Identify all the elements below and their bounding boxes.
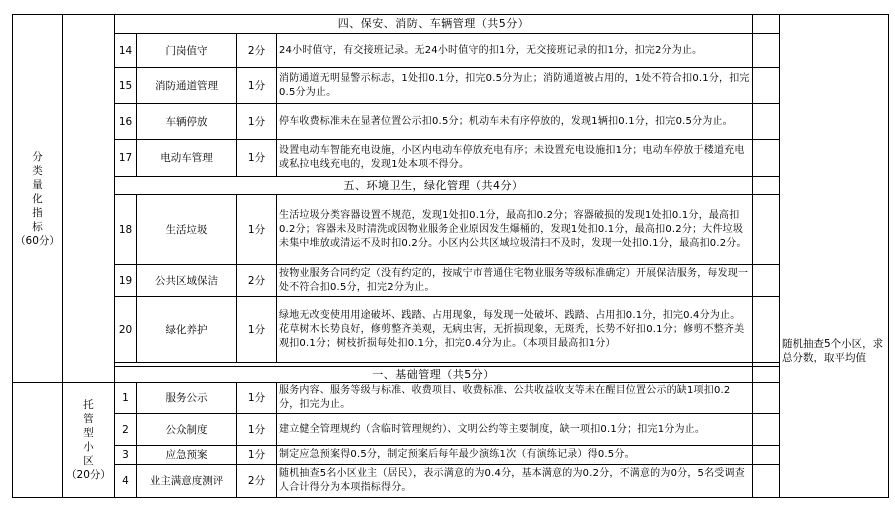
blank-cell (753, 177, 780, 195)
row-number: 17 (115, 140, 137, 177)
row-number: 16 (115, 104, 137, 140)
blank-cell (753, 414, 780, 446)
item-criteria: 消防通道无明显警示标志，1处扣0.1分，扣完0.5分为止；消防通道被占用的，1处不符合扣0.1分，扣完0.5分为止。 (277, 68, 753, 104)
blank-cell (753, 104, 780, 140)
row-number: 14 (115, 34, 137, 68)
section-title-4: 四、保安、消防、车辆管理（共5分） (115, 15, 753, 34)
item-criteria: 绿地无改变使用用途破坏、践踏、占用现象，每发现一处破坏、践踏、占用扣0.1分，扣完0.4分为止。花草树木长势良好，修剪整齐美观，无病虫害，无折损现象，无斑秃，长势不好扣0.1分；修剪不整齐美观扣0.1分；树枝折损每处扣0.1分，扣完0.4分为止。（本项目最高扣1分） (277, 297, 753, 363)
blank-cell (753, 367, 780, 383)
table-row (13, 34, 889, 68)
row-number: 3 (115, 446, 137, 465)
row-number: 20 (115, 297, 137, 363)
row-number: 4 (115, 465, 137, 498)
table-row (13, 414, 889, 446)
blank-cell (753, 15, 780, 34)
blank-subcategory-cell (63, 15, 115, 383)
section-row (13, 15, 889, 34)
item-criteria: 设置电动车智能充电设施，小区内电动车停放充电有序；未设置充电设施扣1分；电动车停放于楼道充电或私拉电线充电的，发现1处本项不得分。 (277, 140, 753, 177)
table-row (13, 265, 889, 297)
blank-cell (753, 383, 780, 414)
item-score: 1分 (237, 104, 277, 140)
category-char: （60分） (15, 234, 60, 247)
table-row (13, 140, 889, 177)
category-char: 分 (32, 150, 43, 163)
item-score: 2分 (237, 34, 277, 68)
remark-text: 随机抽查5个小区，求总分数，取平均值 (782, 338, 884, 364)
item-name: 公共区域保洁 (137, 265, 237, 297)
category-char: 量 (32, 178, 43, 191)
category-char: 托 (83, 399, 94, 411)
item-score: 1分 (237, 383, 277, 414)
item-criteria: 生活垃圾分类容器设置不规范，发现1处扣0.1分，最高扣0.2分；容器破损的发现1处扣0.1分，最高扣0.2分；容器未及时清洗或因物业服务企业原因发生爆桶的，发现1处扣0.1分，最高扣0.2分；大件垃圾未集中堆放或清运不及时扣0.2分。小区内公共区域垃圾清扫不及时，发现一处扣0.1分，最高扣0.2分。 (277, 195, 753, 265)
item-score: 1分 (237, 68, 277, 104)
blank-cell (753, 446, 780, 465)
item-score: 1分 (237, 446, 277, 465)
blank-category-cell (13, 383, 63, 498)
item-criteria: 24小时值守，有交接班记录。无24小时值守的扣1分，无交接班记录的扣1分，扣完2分为止。 (277, 34, 753, 68)
table-row (13, 465, 889, 498)
item-name: 业主满意度测评 (137, 465, 237, 498)
item-name: 公众制度 (137, 414, 237, 446)
blank-cell (753, 140, 780, 177)
table-row (13, 195, 889, 265)
table-row (13, 104, 889, 140)
item-name: 绿化养护 (137, 297, 237, 363)
item-criteria: 制定应急预案得0.5分，制定预案后每年最少演练1次（有演练记录）得0.5分。 (277, 446, 753, 465)
table-row (13, 446, 889, 465)
category-char: 化 (32, 192, 43, 205)
row-number: 18 (115, 195, 137, 265)
blank-cell (753, 68, 780, 104)
item-name: 门岗值守 (137, 34, 237, 68)
table-row (13, 297, 889, 363)
category-quant-label (15, 150, 60, 248)
item-score: 1分 (237, 140, 277, 177)
row-number: 2 (115, 414, 137, 446)
item-score: 2分 (237, 465, 277, 498)
category-char: 类 (32, 164, 43, 177)
blank-cell (753, 195, 780, 265)
item-score: 2分 (237, 265, 277, 297)
row-number: 1 (115, 383, 137, 414)
section-title-1: 一、基础管理（共5分） (115, 367, 753, 383)
item-name: 消防通道管理 (137, 68, 237, 104)
category-managed-cell (63, 383, 115, 498)
blank-cell (753, 265, 780, 297)
category-quant-cell (13, 15, 63, 383)
remark-cell (780, 15, 889, 498)
table-row (13, 383, 889, 414)
item-name: 车辆停放 (137, 104, 237, 140)
category-managed-label (65, 398, 112, 482)
item-score: 1分 (237, 414, 277, 446)
item-criteria: 服务内容、服务等级与标准、收费项目、收费标准、公共收益收支等未在醒目位置公示的缺1项扣0.2分，扣完为止。 (277, 383, 753, 414)
category-char: 区 (83, 455, 94, 467)
item-criteria: 按物业服务合同约定（没有约定的，按咸宁市普通住宅物业服务等级标准确定）开展保洁服务，每发现一处不符合扣0.5分，扣完2分为止。 (277, 265, 753, 297)
category-char: 标 (32, 220, 43, 233)
category-char: （20分） (66, 469, 111, 481)
blank-cell (753, 297, 780, 363)
blank-cell (753, 465, 780, 498)
table-row (13, 68, 889, 104)
section-row (13, 177, 889, 195)
item-name: 应急预案 (137, 446, 237, 465)
item-criteria: 随机抽查5名小区业主（居民），表示满意的为0.4分，基本满意的为0.2分，不满意的为0分，5名受调查人合计得分为本项指标得分。 (277, 465, 753, 498)
item-name: 电动车管理 (137, 140, 237, 177)
blank-cell (753, 34, 780, 68)
item-score: 1分 (237, 195, 277, 265)
item-name: 服务公示 (137, 383, 237, 414)
category-char: 小 (83, 441, 94, 453)
section-row (13, 367, 889, 383)
item-name: 生活垃圾 (137, 195, 237, 265)
item-score: 1分 (237, 297, 277, 363)
section-title-5: 五、环境卫生，绿化管理（共4分） (115, 177, 753, 195)
category-char: 型 (83, 427, 94, 439)
row-number: 19 (115, 265, 137, 297)
category-char: 管 (83, 413, 94, 425)
item-criteria: 停车收费标准未在显著位置公示扣0.5分；机动车未有序停放的，发现1辆扣0.1分，扣完0.5分为止。 (277, 104, 753, 140)
row-number: 15 (115, 68, 137, 104)
item-criteria: 建立健全管理规约（含临时管理规约）、文明公约等主要制度，缺一项扣0.1分；扣完1分为止。 (277, 414, 753, 446)
evaluation-table (12, 14, 889, 498)
category-char: 指 (32, 206, 43, 219)
